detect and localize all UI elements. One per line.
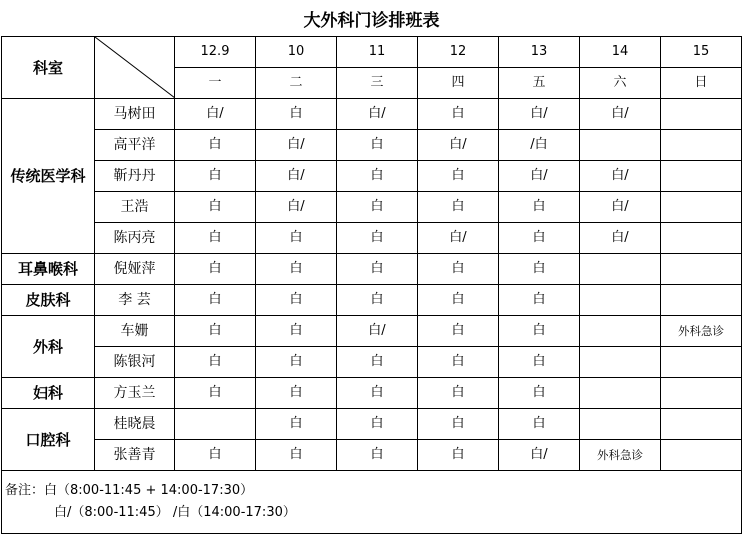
- schedule-cell: 外科急诊: [661, 316, 742, 347]
- schedule-cell: 白: [175, 316, 256, 347]
- schedule-cell: 白: [418, 99, 499, 130]
- table-row: [2, 99, 742, 130]
- table-row: [2, 161, 742, 192]
- date-cell: 10: [256, 37, 337, 68]
- weekday-cell: 日: [661, 68, 742, 99]
- schedule-cell: 白/: [580, 223, 661, 254]
- schedule-cell: 白: [256, 99, 337, 130]
- doctor-name: 车姗: [95, 316, 175, 347]
- schedule-cell: [175, 409, 256, 440]
- schedule-cell: 白/: [580, 161, 661, 192]
- weekday-cell: 四: [418, 68, 499, 99]
- doctor-name: 马树田: [95, 99, 175, 130]
- schedule-cell: 白: [175, 223, 256, 254]
- schedule-cell: 白: [499, 223, 580, 254]
- schedule-cell: 白: [256, 440, 337, 471]
- schedule-cell: 白: [175, 254, 256, 285]
- schedule-cell: 白: [175, 192, 256, 223]
- schedule-cell: [580, 130, 661, 161]
- schedule-cell: 白: [337, 347, 418, 378]
- diagonal-line: [95, 37, 175, 98]
- doctor-name: 靳丹丹: [95, 161, 175, 192]
- dept-header: 科室: [2, 37, 95, 99]
- weekday-cell: 五: [499, 68, 580, 99]
- schedule-cell: 白: [256, 254, 337, 285]
- page-title: 大外科门诊排班表: [303, 11, 440, 31]
- note-line-1: 备注：白（8:00-11:45 + 14:00-17:30）: [5, 483, 254, 498]
- table-row: [2, 223, 742, 254]
- schedule-cell: 白: [337, 440, 418, 471]
- department-name: 皮肤科: [2, 285, 95, 316]
- schedule-cell: 白: [418, 254, 499, 285]
- schedule-cell: 白/: [499, 440, 580, 471]
- doctor-name: 桂晓晨: [95, 409, 175, 440]
- schedule-cell: 白: [256, 347, 337, 378]
- schedule-cell: 白/: [499, 99, 580, 130]
- schedule-cell: 白: [337, 161, 418, 192]
- schedule-cell: 白: [256, 378, 337, 409]
- department-name: 传统医学科: [2, 99, 95, 254]
- table-row: [2, 254, 742, 285]
- schedule-cell: 白: [418, 161, 499, 192]
- date-cell: 15: [661, 37, 742, 68]
- schedule-cell: 白: [175, 130, 256, 161]
- schedule-cell: 白/: [337, 99, 418, 130]
- schedule-cell: 白: [337, 254, 418, 285]
- date-cell: 12.9: [175, 37, 256, 68]
- department-name: 外科: [2, 316, 95, 378]
- doctor-name: 方玉兰: [95, 378, 175, 409]
- weekday-cell: 六: [580, 68, 661, 99]
- schedule-cell: [661, 192, 742, 223]
- schedule-cell: [580, 378, 661, 409]
- schedule-cell: [580, 316, 661, 347]
- weekday-cell: 二: [256, 68, 337, 99]
- schedule-cell: 白: [256, 409, 337, 440]
- header-row-dates: [2, 37, 742, 68]
- schedule-cell: 白: [418, 409, 499, 440]
- schedule-cell: 白: [499, 378, 580, 409]
- schedule-cell: 白: [175, 378, 256, 409]
- doctor-name: 高平洋: [95, 130, 175, 161]
- doctor-name: 陈丙亮: [95, 223, 175, 254]
- weekday-cell: 一: [175, 68, 256, 99]
- doctor-name: 张善青: [95, 440, 175, 471]
- schedule-cell: 白/: [580, 99, 661, 130]
- schedule-cell: 白/: [499, 161, 580, 192]
- note-line-2: 白/（8:00-11:45） /白（14:00-17:30）: [54, 505, 296, 520]
- table-row: [2, 130, 742, 161]
- schedule-cell: 白/: [256, 192, 337, 223]
- schedule-cell: 白: [337, 223, 418, 254]
- department-name: 妇科: [2, 378, 95, 409]
- schedule-cell: 白: [337, 285, 418, 316]
- schedule-cell: /白: [499, 130, 580, 161]
- schedule-cell: [580, 409, 661, 440]
- table-row: [2, 285, 742, 316]
- schedule-cell: 白: [418, 440, 499, 471]
- schedule-cell: 白/: [337, 316, 418, 347]
- schedule-cell: [661, 347, 742, 378]
- schedule-cell: [580, 285, 661, 316]
- doctor-name: 李 芸: [95, 285, 175, 316]
- schedule-cell: 白/: [418, 130, 499, 161]
- schedule-cell: [661, 440, 742, 471]
- schedule-cell: 白/: [418, 223, 499, 254]
- schedule-cell: 白: [337, 378, 418, 409]
- schedule-cell: 白: [256, 285, 337, 316]
- schedule-cell: 白: [418, 316, 499, 347]
- schedule-cell: [580, 347, 661, 378]
- schedule-cell: 白: [256, 223, 337, 254]
- doctor-name: 倪娅萍: [95, 254, 175, 285]
- schedule-cell: 白: [337, 130, 418, 161]
- schedule-cell: 白: [499, 347, 580, 378]
- notes-row: [2, 471, 742, 534]
- schedule-cell: 外科急诊: [580, 440, 661, 471]
- date-cell: 13: [499, 37, 580, 68]
- schedule-cell: 白: [175, 440, 256, 471]
- doctor-name: 陈银河: [95, 347, 175, 378]
- department-name: 口腔科: [2, 409, 95, 471]
- department-name: 耳鼻喉科: [2, 254, 95, 285]
- schedule-cell: 白: [175, 347, 256, 378]
- schedule-cell: [661, 161, 742, 192]
- schedule-cell: [661, 99, 742, 130]
- schedule-cell: 白: [256, 316, 337, 347]
- schedule-cell: [661, 223, 742, 254]
- schedule-cell: 白: [175, 285, 256, 316]
- schedule-cell: 白: [418, 347, 499, 378]
- schedule-cell: 白: [418, 285, 499, 316]
- schedule-cell: 白: [499, 409, 580, 440]
- schedule-cell: 白/: [256, 161, 337, 192]
- date-cell: 14: [580, 37, 661, 68]
- schedule-cell: 白: [175, 161, 256, 192]
- table-row: [2, 347, 742, 378]
- table-row: [2, 440, 742, 471]
- schedule-cell: [661, 409, 742, 440]
- notes-cell: [2, 471, 742, 534]
- date-cell: 12: [418, 37, 499, 68]
- schedule-cell: 白: [418, 378, 499, 409]
- schedule-cell: 白: [499, 316, 580, 347]
- schedule-cell: 白: [499, 285, 580, 316]
- schedule-cell: [580, 254, 661, 285]
- weekday-cell: 三: [337, 68, 418, 99]
- schedule-body: [2, 37, 742, 534]
- schedule-cell: 白: [337, 192, 418, 223]
- schedule-cell: 白: [499, 192, 580, 223]
- date-cell: 11: [337, 37, 418, 68]
- schedule-cell: 白/: [256, 130, 337, 161]
- schedule-cell: 白: [337, 409, 418, 440]
- schedule-cell: [661, 254, 742, 285]
- table-row: [2, 409, 742, 440]
- table-row: [2, 378, 742, 409]
- table-row: [2, 316, 742, 347]
- table-row: [2, 192, 742, 223]
- schedule-cell: 白: [418, 192, 499, 223]
- schedule-table: [1, 36, 742, 534]
- schedule-cell: [661, 130, 742, 161]
- diagonal-header-cell: [95, 37, 175, 99]
- doctor-name: 王浩: [95, 192, 175, 223]
- schedule-cell: [661, 285, 742, 316]
- schedule-cell: 白/: [580, 192, 661, 223]
- schedule-cell: [661, 378, 742, 409]
- schedule-cell: 白: [499, 254, 580, 285]
- schedule-cell: 白/: [175, 99, 256, 130]
